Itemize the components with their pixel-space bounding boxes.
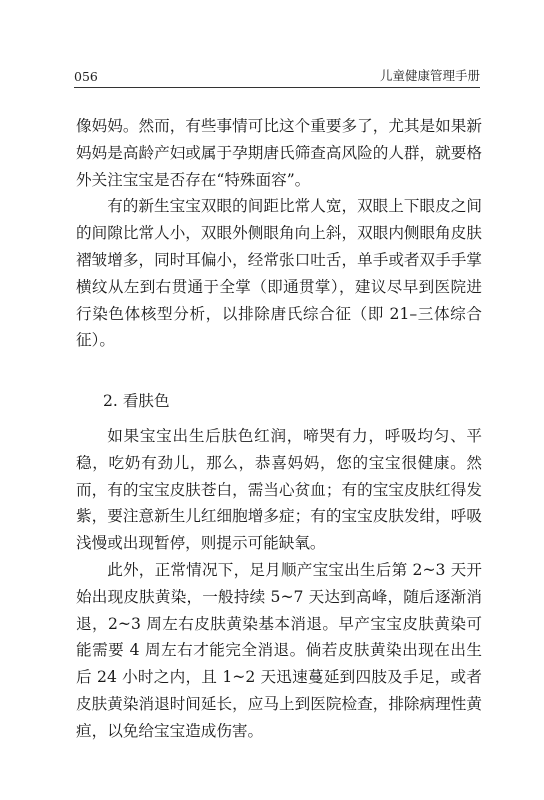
running-title: 儿童健康管理手册 bbox=[379, 68, 480, 83]
heading-spacer bbox=[76, 415, 482, 423]
page-header bbox=[74, 62, 480, 84]
page-number: 056 bbox=[74, 69, 98, 84]
paragraph-continuation: 像妈妈。然而，有些事情可比这个重要多了，尤其是如果新妈妈是高龄产妇或属于孕期唐氏筛查高风险的人群，就要格外关注宝宝是否存在“特殊面容”。 bbox=[76, 117, 482, 189]
header-divider bbox=[74, 87, 480, 88]
paragraph-skin-color: 如果宝宝出生后肤色红润，啼哭有力，呼吸均匀、平稳，吃奶有劲儿，那么，恭喜妈妈，您的宝宝很健康。然而，有的宝宝皮肤苍白，需当心贫血；有的宝宝皮肤红得发紫，要注意新生儿红细胞增多症；有的宝宝皮肤发绀，呼吸浅慢或出现暂停，则提示可能缺氧。 bbox=[76, 426, 482, 553]
section-spacer bbox=[76, 354, 482, 388]
section-heading: 2. 看肤色 bbox=[103, 392, 170, 411]
paragraph-jaundice: 此外，正常情况下，足月顺产宝宝出生后第 2~3 天开始出现皮肤黄染，一般持续 5~7 天达到高峰，随后逐渐消退，2~3 周左右皮肤黄染基本消退。早产宝宝皮肤黄染可能需要 4 周左右才能完全消退。倘若皮肤黄染出现在出生后 24 小时之内，且 1~2 天迅速蔓延到四肢及手足，或者皮肤黄染消退时间延长，应马上到医院检查，排除病理性黄疸，以免给宝宝造成伤害。 bbox=[76, 560, 482, 740]
paragraph-special-facial-features: 有的新生宝宝双眼的间距比常人宽，双眼上下眼皮之间的间隙比常人小，双眼外侧眼角向上斜，双眼内侧眼角皮肤褶皱增多，同时耳偏小，经常张口吐舌，单手或者双手手掌横纹从左到右贯通于全掌（即通贯掌），建议尽早到医院进行染色体核型分析，以排除唐氏综合征（即 21–三体综合征）。 bbox=[76, 197, 482, 350]
page-body bbox=[76, 113, 482, 745]
